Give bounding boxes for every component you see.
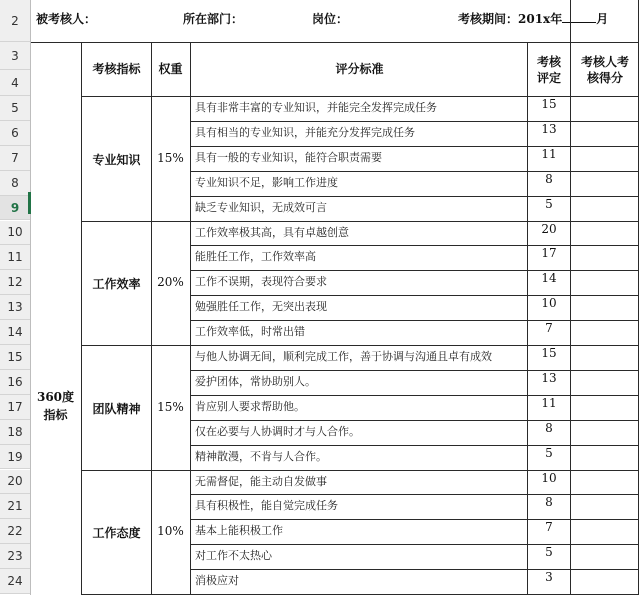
- criteria-text: 能胜任工作，工作效率高: [195, 250, 316, 264]
- final-header-line2: 核得分: [586, 71, 623, 85]
- period-label: 考核期间：201x年: [458, 12, 563, 26]
- row-header-18[interactable]: 18: [0, 420, 30, 445]
- row-header-12[interactable]: 12: [0, 270, 30, 295]
- indicator-weight: 15%: [157, 399, 184, 414]
- score-value: 3: [545, 570, 553, 585]
- final-score-cell[interactable]: [571, 96, 637, 121]
- criteria-text: 具有非常丰富的专业知识，并能完全发挥完成任务: [195, 101, 437, 114]
- criteria-text: 仅在必要与人协调时才与人合作。: [195, 424, 360, 438]
- final-score-cell[interactable]: [571, 395, 637, 420]
- final-score-cell[interactable]: [571, 196, 637, 221]
- final-score-cell[interactable]: [571, 470, 637, 495]
- final-score-cell[interactable]: [571, 544, 637, 569]
- grid-line-weight-left: [151, 42, 152, 594]
- criteria-text: 工作效率极其高，具有卓越创意: [195, 225, 349, 239]
- score-value: 8: [545, 420, 553, 435]
- score-value: 8: [545, 495, 553, 510]
- final-score-cell[interactable]: [571, 146, 637, 171]
- score-value: 17: [541, 246, 557, 261]
- score-value: 8: [545, 171, 553, 186]
- period-field: [458, 10, 608, 27]
- row-header-16[interactable]: 16: [0, 370, 30, 395]
- row-header-5[interactable]: 5: [0, 96, 30, 121]
- score-value: 11: [541, 146, 557, 161]
- score-value: 5: [545, 196, 553, 211]
- score-value: 10: [541, 470, 557, 485]
- criteria-text: 具有一般的专业知识，能符合职责需要: [195, 150, 382, 164]
- score-value: 14: [541, 271, 557, 286]
- indicator-name: 工作效率: [92, 277, 141, 292]
- row-header-13[interactable]: 13: [0, 295, 30, 320]
- score-column-header: [529, 52, 569, 88]
- final-score-cell[interactable]: [571, 569, 637, 594]
- row-header-22[interactable]: 22: [0, 519, 30, 544]
- final-score-cell[interactable]: [571, 494, 637, 519]
- score-value: 7: [545, 520, 553, 535]
- indicator-name: 工作态度: [92, 526, 141, 541]
- indicator-weight: 15%: [157, 150, 184, 165]
- final-score-cell[interactable]: [571, 270, 637, 295]
- category-line1: 360度: [36, 390, 75, 404]
- score-value: 15: [541, 346, 557, 360]
- criteria-text: 基本上能积极工作: [195, 524, 283, 538]
- final-score-cell[interactable]: [571, 121, 637, 146]
- row-header-divider: [30, 0, 31, 595]
- indicator-weight: 20%: [157, 275, 184, 290]
- criteria-text: 具有相当的专业知识，并能充分发挥完成任务: [195, 125, 415, 139]
- row-header-10[interactable]: 10: [0, 221, 30, 246]
- final-score-cell[interactable]: [571, 519, 637, 544]
- weight-column-header: 权重: [158, 62, 183, 76]
- criteria-text: 勉强胜任工作，无突出表现: [195, 300, 327, 314]
- indicator-weight: 10%: [157, 524, 184, 539]
- criteria-text: 缺乏专业知识，无成效可言: [195, 200, 327, 214]
- final-score-cell[interactable]: [571, 370, 637, 395]
- criteria-text: 工作不误期，表现符合要求: [195, 275, 327, 289]
- indicator-name: 专业知识: [92, 152, 141, 167]
- row-header-20[interactable]: 20: [0, 470, 30, 495]
- final-score-cell[interactable]: [571, 221, 637, 246]
- position-label: 岗位：: [312, 12, 349, 26]
- row-header-9[interactable]: 9: [0, 196, 30, 221]
- score-value: 10: [541, 296, 557, 311]
- criteria-text: 专业知识不足，影响工作进度: [195, 175, 338, 189]
- final-score-cell[interactable]: [571, 345, 637, 370]
- grid-line-indicator-left: [81, 42, 82, 594]
- row-header-17[interactable]: 17: [0, 395, 30, 420]
- row-header-11[interactable]: 11: [0, 245, 30, 270]
- row-header-4[interactable]: 4: [0, 70, 30, 96]
- month-blank[interactable]: [562, 11, 596, 23]
- criteria-text: 对工作不太热心: [195, 549, 272, 563]
- row-header-21[interactable]: 21: [0, 494, 30, 519]
- row-header-3[interactable]: 3: [0, 42, 30, 70]
- row-header-24[interactable]: 24: [0, 569, 30, 594]
- score-value: 13: [541, 121, 557, 136]
- criteria-text: 爱护团体，常协助别人。: [195, 374, 316, 388]
- score-value: 13: [541, 370, 557, 385]
- indicator-name: 团队精神: [92, 401, 141, 416]
- row-header-2[interactable]: 2: [0, 0, 30, 42]
- score-value: 5: [545, 545, 553, 560]
- criteria-column-header: 评分标准: [335, 62, 384, 76]
- month-label: 月: [596, 12, 609, 26]
- row-header-7[interactable]: 7: [0, 146, 30, 171]
- score-value: 20: [541, 221, 557, 236]
- final-score-cell[interactable]: [571, 445, 637, 470]
- score-value: 15: [541, 97, 557, 111]
- row-header-6[interactable]: 6: [0, 121, 30, 146]
- row-header-8[interactable]: 8: [0, 171, 30, 196]
- criteria-text: 与他人协调无间，顺利完成工作，善于协调与沟通且卓有成效: [195, 350, 492, 363]
- criteria-text: 肯应别人要求帮助他。: [195, 399, 305, 413]
- grid-line-row2-divider: [570, 0, 571, 42]
- row-header-23[interactable]: 23: [0, 544, 30, 569]
- criteria-text: 具有积极性，能自觉完成任务: [195, 499, 338, 513]
- final-header-line1: 考核人考: [580, 55, 629, 69]
- final-score-cell[interactable]: [571, 420, 637, 445]
- criteria-text: 工作效率低，时常出错: [195, 325, 305, 339]
- score-value: 5: [545, 445, 553, 460]
- criteria-text: 消极应对: [195, 574, 239, 588]
- indicator-column-header: 考核指标: [92, 62, 141, 76]
- examinee-label: 被考核人：: [36, 12, 97, 26]
- row-header-15[interactable]: 15: [0, 345, 30, 370]
- score-value: 7: [545, 321, 553, 336]
- category-label: [31, 388, 80, 424]
- final-score-column-header: [572, 52, 638, 88]
- selected-row-marker: [28, 192, 31, 214]
- final-score-cell[interactable]: [571, 320, 637, 345]
- final-score-cell[interactable]: [571, 295, 637, 320]
- score-header-line1: 考核: [536, 55, 561, 69]
- row-header-19[interactable]: 19: [0, 445, 30, 470]
- final-score-cell[interactable]: [571, 171, 637, 196]
- score-header-line2: 评定: [536, 71, 561, 85]
- department-label: 所在部门：: [183, 12, 244, 26]
- criteria-text: 无需督促，能主动自发做事: [195, 474, 327, 488]
- row-header-14[interactable]: 14: [0, 320, 30, 345]
- final-score-cell[interactable]: [571, 245, 637, 270]
- criteria-text: 精神散漫，不肯与人合作。: [195, 449, 327, 463]
- category-line2: 指标: [43, 408, 68, 422]
- score-value: 11: [541, 395, 557, 410]
- grid-line-criteria-left: [190, 42, 191, 594]
